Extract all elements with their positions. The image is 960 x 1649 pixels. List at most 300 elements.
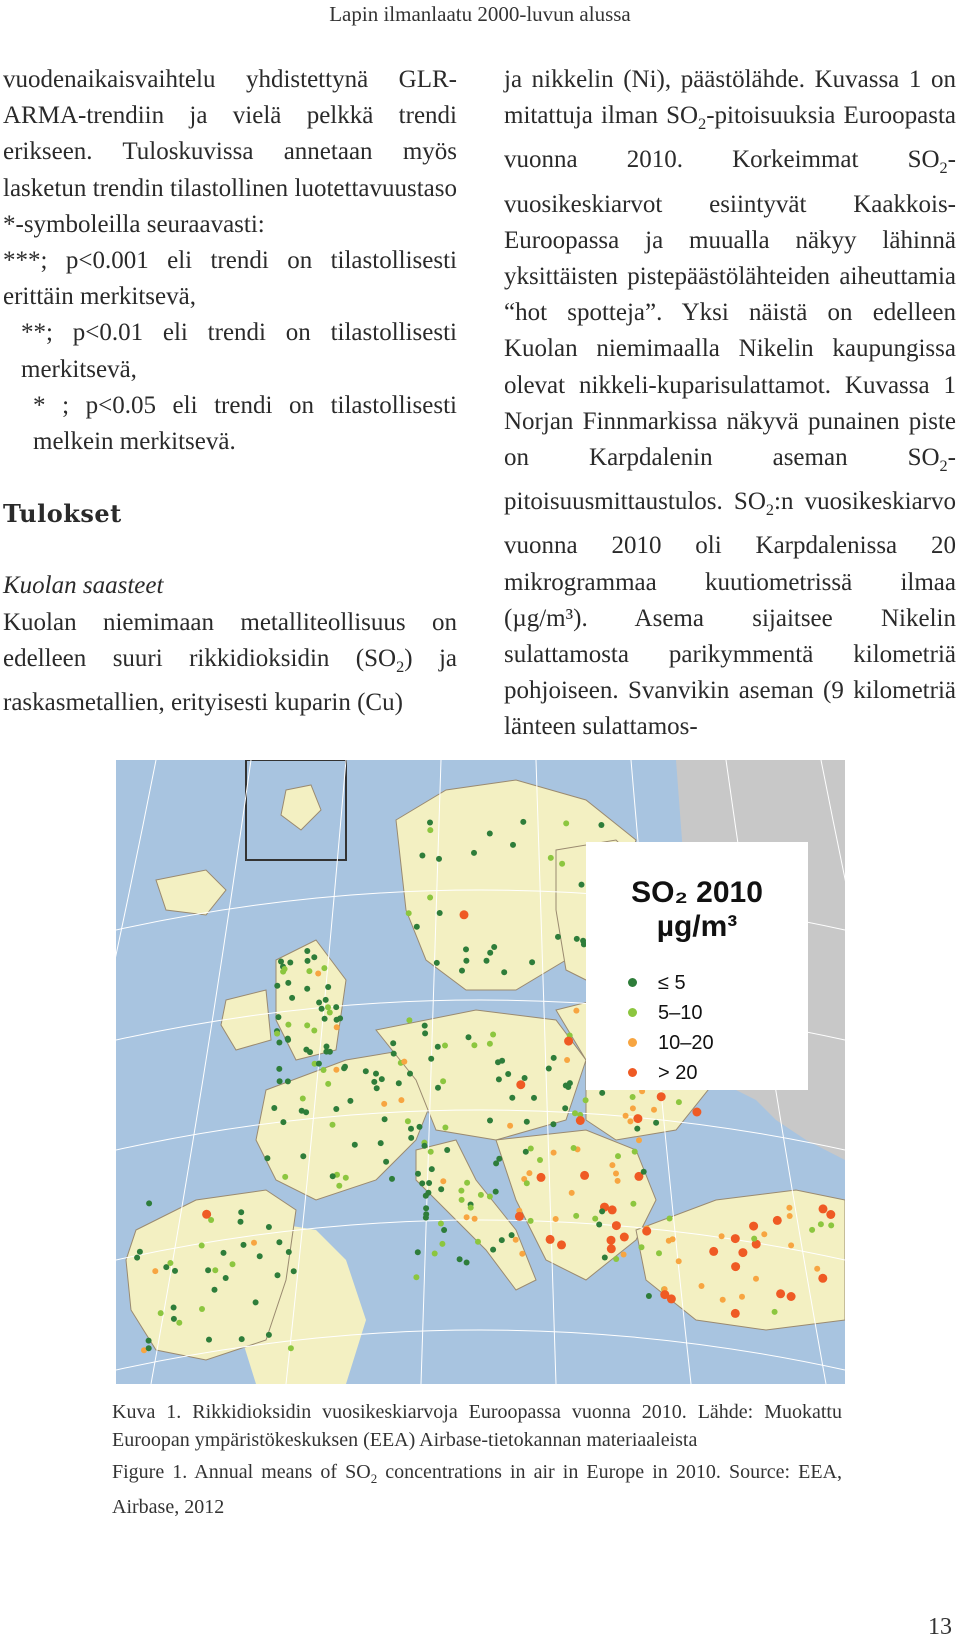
station-marker: [592, 1216, 598, 1222]
station-marker: [599, 1208, 605, 1214]
station-marker: [437, 910, 443, 916]
station-marker: [490, 1032, 496, 1038]
station-marker: [487, 950, 493, 956]
station-marker: [623, 1113, 629, 1119]
station-marker: [333, 1067, 339, 1073]
station-marker: [390, 1040, 396, 1046]
station-marker: [199, 1243, 205, 1249]
caption-english: Figure 1. Annual means of $SO_2$ concentrations in air in Europe in 2010. Source: EEA, Airbase, 2012: [112, 1461, 843, 1518]
station-marker: [442, 1125, 448, 1131]
station-marker: [323, 1049, 329, 1055]
station-marker: [537, 1157, 543, 1163]
station-marker: [158, 1310, 164, 1316]
station-marker: [311, 954, 317, 960]
station-marker: [528, 1146, 534, 1152]
station-marker: [621, 1252, 627, 1258]
station-marker: [315, 971, 321, 977]
legend-item-le5: ≤ 5: [658, 972, 686, 995]
station-marker: [471, 1042, 477, 1048]
station-marker: [264, 1155, 270, 1161]
station-marker: [442, 1043, 448, 1049]
station-marker: [415, 1249, 421, 1255]
station-marker: [419, 853, 425, 859]
station-marker: [496, 1076, 502, 1082]
station-marker: [438, 1186, 444, 1192]
station-marker: [334, 1024, 340, 1030]
station-marker: [660, 1290, 669, 1299]
station-marker: [562, 1105, 568, 1111]
station-marker: [731, 1309, 740, 1318]
station-marker: [620, 1233, 629, 1242]
station-marker: [720, 1297, 726, 1303]
station-marker: [607, 1244, 616, 1253]
station-marker: [324, 1044, 330, 1050]
station-marker: [459, 1197, 465, 1203]
station-marker: [509, 1232, 515, 1238]
station-marker: [241, 1242, 247, 1248]
station-marker: [576, 1116, 585, 1125]
station-marker: [630, 1105, 636, 1111]
station-marker: [396, 1080, 402, 1086]
station-marker: [636, 1137, 642, 1143]
station-marker: [761, 1231, 767, 1237]
station-marker: [787, 1292, 796, 1301]
station-marker: [277, 1078, 283, 1084]
station-marker: [692, 1108, 701, 1117]
station-marker: [440, 1078, 446, 1084]
station-marker: [176, 1320, 182, 1326]
station-marker: [287, 960, 293, 966]
station-marker: [555, 934, 561, 940]
station-marker: [630, 1201, 636, 1207]
station-marker: [441, 1227, 447, 1233]
station-marker: [639, 1244, 645, 1250]
station-marker: [458, 1188, 464, 1194]
station-marker: [282, 966, 288, 972]
station-marker: [487, 831, 493, 837]
station-marker: [719, 1233, 725, 1239]
legend-dot-icon: [628, 1008, 637, 1017]
station-marker: [282, 1174, 288, 1180]
station-marker: [457, 1256, 463, 1262]
station-marker: [440, 1178, 446, 1184]
europe-so2-map: [116, 760, 845, 1384]
station-marker: [567, 1080, 573, 1086]
station-marker: [427, 827, 433, 833]
station-marker: [528, 1218, 534, 1224]
station-marker: [417, 1124, 423, 1130]
station-marker: [221, 1250, 227, 1256]
station-marker: [613, 1256, 619, 1262]
station-marker: [330, 1122, 336, 1128]
station-marker: [427, 820, 433, 826]
station-marker: [382, 1116, 388, 1122]
station-marker: [630, 1094, 636, 1100]
station-marker: [818, 1274, 827, 1283]
station-marker: [751, 1236, 757, 1242]
station-marker: [311, 1028, 317, 1034]
station-marker: [814, 1266, 820, 1272]
station-marker: [389, 1176, 395, 1182]
station-marker: [401, 1059, 407, 1065]
station-marker: [548, 855, 554, 861]
station-marker: [422, 1030, 428, 1036]
station-marker: [428, 1149, 434, 1155]
station-marker: [676, 1099, 682, 1105]
station-marker: [300, 1153, 306, 1159]
station-marker: [487, 1194, 493, 1200]
station-marker: [493, 1189, 499, 1195]
legend-dot-icon: [628, 1068, 637, 1077]
station-marker: [487, 1041, 493, 1047]
station-marker: [656, 1250, 662, 1256]
station-marker: [415, 1171, 421, 1177]
significance-level-1: ***; p<0.001 eli trendi on tilastollisesti erittäin merkitsevä,: [3, 247, 457, 311]
station-marker: [285, 980, 291, 986]
station-marker: [524, 1119, 530, 1125]
map-legend: [586, 842, 808, 1090]
station-marker: [516, 1080, 525, 1089]
station-marker: [602, 1255, 608, 1261]
station-marker: [266, 1224, 272, 1230]
station-marker: [171, 1305, 177, 1311]
station-marker: [208, 1217, 214, 1223]
station-marker: [472, 1216, 478, 1222]
page-number: 13: [928, 1614, 952, 1640]
station-marker: [435, 1085, 441, 1091]
station-marker: [257, 1253, 263, 1259]
station-marker: [374, 1085, 380, 1091]
station-marker: [212, 1267, 218, 1273]
station-marker: [522, 1075, 528, 1081]
legend-title-pollutant: SO₂ 2010: [631, 876, 763, 909]
station-marker: [327, 1010, 333, 1016]
station-marker: [749, 1222, 758, 1231]
station-marker: [788, 1242, 794, 1248]
station-marker: [274, 1031, 280, 1037]
station-marker: [238, 1219, 244, 1225]
station-marker: [609, 1162, 615, 1168]
station-marker: [826, 1210, 835, 1219]
station-marker: [435, 1044, 441, 1050]
station-marker: [786, 1205, 792, 1211]
station-marker: [398, 1097, 404, 1103]
station-marker: [651, 1107, 657, 1113]
station-marker: [414, 924, 420, 930]
station-marker: [572, 1110, 578, 1116]
station-marker: [322, 1016, 328, 1022]
station-marker: [363, 1068, 369, 1074]
station-marker: [299, 1108, 305, 1114]
station-marker: [466, 1034, 472, 1040]
station-marker: [408, 1126, 414, 1132]
figure-caption: [112, 1398, 842, 1521]
station-marker: [571, 1145, 577, 1151]
station-marker: [491, 944, 497, 950]
station-marker: [271, 1105, 277, 1111]
station-marker: [464, 1180, 470, 1186]
station-marker: [199, 1306, 205, 1312]
station-marker: [599, 1090, 605, 1096]
station-marker: [253, 1299, 259, 1305]
station-marker: [134, 1255, 140, 1261]
station-marker: [321, 1067, 327, 1073]
station-marker: [634, 1126, 640, 1132]
station-marker: [285, 1078, 291, 1084]
station-marker: [275, 1272, 281, 1278]
station-marker: [422, 1023, 428, 1029]
station-marker: [641, 1169, 647, 1175]
station-marker: [373, 1071, 379, 1077]
station-marker: [676, 1258, 682, 1264]
station-marker: [608, 1205, 617, 1214]
station-marker: [753, 1276, 759, 1282]
station-marker: [275, 1014, 281, 1020]
legend-item-gt20: > 20: [658, 1062, 697, 1085]
station-marker: [280, 1119, 286, 1125]
station-marker: [405, 1118, 411, 1124]
station-marker: [406, 1017, 412, 1023]
station-marker: [773, 1216, 782, 1225]
station-marker: [423, 1205, 429, 1211]
caption-finnish: Kuva 1. Rikkidioksidin vuosikeskiarvoja Euroopassa vuonna 2010. Lähde: Muokattu Euroopan ympäristökeskuksen (EEA) Airbase-tietokannan materiaaleista: [112, 1401, 842, 1451]
station-marker: [615, 1178, 621, 1184]
station-marker: [731, 1234, 740, 1243]
station-marker: [559, 861, 565, 867]
station-marker: [475, 1239, 481, 1245]
station-marker: [436, 856, 442, 862]
station-marker: [330, 1173, 336, 1179]
station-marker: [463, 946, 469, 952]
station-marker: [828, 1222, 834, 1228]
station-marker: [573, 1008, 579, 1014]
station-marker: [478, 1192, 484, 1198]
station-marker: [333, 1106, 339, 1112]
station-marker: [510, 842, 516, 848]
station-marker: [429, 1166, 435, 1172]
station-marker: [146, 1338, 152, 1344]
station-marker: [546, 1235, 555, 1244]
station-marker: [285, 1037, 291, 1043]
station-marker: [598, 822, 604, 828]
station-marker: [407, 1071, 413, 1077]
station-marker: [738, 1248, 747, 1257]
station-marker: [422, 1143, 428, 1149]
station-marker: [408, 1135, 414, 1141]
station-marker: [564, 1057, 570, 1063]
station-marker: [146, 1200, 152, 1206]
station-marker: [487, 1118, 493, 1124]
legend-dot-icon: [628, 978, 637, 987]
station-marker: [379, 1076, 385, 1082]
station-marker: [505, 1071, 511, 1077]
legend-title: [586, 876, 808, 944]
kola-paragraph: Kuolan niemimaan metalliteollisuus on edelleen suuri rikkidioksidin $(SO_2)$ ja raskasmetallien, erityisesti kuparin (Cu): [3, 608, 457, 717]
station-marker: [490, 1247, 496, 1253]
station-marker: [709, 1247, 718, 1256]
station-marker: [471, 850, 477, 856]
station-marker: [137, 1249, 143, 1255]
station-marker: [537, 1173, 546, 1182]
station-marker: [285, 1022, 291, 1028]
station-marker: [276, 1040, 282, 1046]
station-marker: [787, 1213, 793, 1219]
station-marker: [612, 1221, 621, 1230]
station-marker: [171, 1316, 177, 1322]
station-marker: [509, 1095, 515, 1101]
station-marker: [167, 1260, 173, 1266]
station-marker: [152, 1268, 158, 1274]
running-header: Lapin ilmanlaatu 2000-luvun alussa: [329, 2, 631, 26]
station-marker: [323, 997, 329, 1003]
station-marker: [580, 1171, 589, 1180]
station-marker: [818, 1221, 824, 1227]
station-marker: [266, 1332, 272, 1338]
station-marker: [239, 1336, 245, 1342]
station-marker: [657, 1092, 666, 1101]
station-marker: [352, 1142, 358, 1148]
station-marker: [496, 1156, 502, 1162]
station-marker: [316, 1061, 322, 1067]
station-marker: [531, 1095, 537, 1101]
station-marker: [304, 948, 310, 954]
station-marker: [501, 969, 507, 975]
station-marker: [529, 959, 535, 965]
station-marker: [426, 1180, 432, 1186]
station-marker: [557, 1240, 566, 1249]
station-marker: [391, 1051, 397, 1057]
legend-dot-icon: [628, 1038, 637, 1047]
so2-paragraph: ja nikkelin (Ni), päästölähde. Kuvassa 1 on mitattuja ilman $SO_2$-pitoisuuksia Euroopasta vuonna 2010. Korkeimmat $SO_2$-vuosikeskiarvot esiintyvät Kaakkois-Euroopassa ja muualla näkyy lähinnä yksittäisten pistepäästölähteiden aiheuttamia “hot spotteja”. Yksi näistä on edelleen Kuolan niemimaalla Nikelin kaupungissa olevat nikkeli-kuparisulattamot. Kuvassa 1 Norjan Finnmarkissa näkyvä punainen piste on Karpdalenin aseman $SO_2$-pitoisuusmittaustulos. $SO_2:n$ vuosikeskiarvo vuonna 2010 oli Karpdalenissa 20 mikrogrammaa kuutiometrissä ilmaa (µg/m³). Asema sijaitsee Nikelin sulattamosta parikymmentä kilometriä pohjoiseen. Svanvikin aseman (9 kilometriä länteen sulattamos-: [504, 66, 956, 741]
station-marker: [569, 1190, 575, 1196]
station-marker: [223, 1275, 229, 1281]
station-marker: [325, 1081, 331, 1087]
station-marker: [772, 1309, 778, 1315]
station-marker: [550, 1121, 556, 1127]
station-marker: [325, 984, 331, 990]
station-marker: [316, 1000, 322, 1006]
station-marker: [438, 1221, 444, 1227]
legend-item-10-20: 10–20: [658, 1032, 714, 1055]
station-marker: [347, 1098, 353, 1104]
station-marker: [731, 1262, 740, 1271]
station-marker: [304, 986, 310, 992]
left-column: [3, 62, 457, 721]
station-marker: [146, 1345, 152, 1351]
station-marker: [319, 1006, 325, 1012]
station-marker: [627, 1118, 633, 1124]
station-marker: [230, 1261, 236, 1267]
station-marker: [499, 1237, 505, 1243]
station-marker: [300, 1096, 306, 1102]
station-marker: [206, 1337, 212, 1343]
station-marker: [739, 1294, 745, 1300]
station-marker: [646, 1293, 652, 1299]
station-marker: [289, 995, 295, 1001]
station-marker: [306, 968, 312, 974]
station-marker: [238, 1209, 244, 1215]
subsection-heading: Kuolan saasteet: [3, 572, 164, 600]
station-marker: [515, 1212, 524, 1221]
station-marker: [459, 968, 465, 974]
station-marker: [642, 1227, 651, 1236]
station-marker: [321, 965, 327, 971]
right-column: [504, 62, 956, 746]
station-marker: [371, 1079, 377, 1085]
station-marker: [325, 1004, 331, 1010]
legend-item-5-10: 5–10: [658, 1002, 703, 1025]
station-marker: [383, 1159, 389, 1165]
station-marker: [615, 1153, 621, 1159]
station-marker: [305, 958, 311, 964]
station-marker: [427, 895, 433, 901]
station-marker: [819, 1204, 828, 1213]
station-marker: [286, 1249, 292, 1255]
station-marker: [573, 1213, 579, 1219]
station-marker: [519, 1251, 525, 1257]
station-marker: [341, 1065, 347, 1071]
station-marker: [276, 1239, 282, 1245]
station-marker: [551, 1055, 557, 1061]
station-marker: [563, 820, 569, 826]
section-heading: Tulokset: [3, 499, 122, 529]
station-marker: [464, 1214, 470, 1220]
station-marker: [460, 910, 469, 919]
station-marker: [523, 1149, 529, 1155]
station-marker: [419, 1180, 425, 1186]
station-marker: [428, 1056, 434, 1062]
station-marker: [425, 1190, 431, 1196]
station-marker: [553, 1216, 559, 1222]
station-marker: [546, 1066, 552, 1072]
station-marker: [613, 1171, 619, 1177]
station-marker: [463, 958, 469, 964]
station-marker: [336, 1183, 342, 1189]
station-marker: [579, 882, 585, 888]
station-marker: [633, 1114, 642, 1123]
station-marker: [564, 1037, 573, 1046]
station-marker: [607, 1236, 616, 1245]
station-marker: [343, 1175, 349, 1181]
station-marker: [468, 1205, 474, 1211]
station-marker: [699, 1283, 705, 1289]
station-marker: [520, 819, 526, 825]
station-marker: [670, 1236, 676, 1242]
significance-level-3: * ; p<0.05 eli trendi on tilastollisesti melkein merkitsevä.: [33, 391, 457, 456]
station-marker: [378, 1140, 384, 1146]
station-marker: [172, 1268, 178, 1274]
station-marker: [776, 1289, 785, 1298]
station-marker: [583, 1097, 589, 1103]
station-marker: [632, 1149, 638, 1155]
station-marker: [513, 1237, 519, 1243]
station-marker: [432, 1251, 438, 1257]
station-marker: [413, 1274, 419, 1280]
intro-paragraph: vuodenaikaisvaihtelu yhdistettynä GLR-ARMA-trendiin ja vielä pelkkä trendi erikseen. Tuloskuvissa annetaan myös lasketun trendin tilastollinen luotettavuustaso *-symboleilla seuraavasti:: [3, 66, 457, 238]
station-marker: [288, 1345, 294, 1351]
station-marker: [653, 1120, 659, 1126]
station-marker: [444, 1147, 450, 1153]
station-marker: [212, 1287, 218, 1293]
station-marker: [596, 1222, 602, 1228]
station-marker: [423, 1211, 429, 1217]
station-marker: [251, 1240, 257, 1246]
station-marker: [524, 1180, 530, 1186]
station-marker: [499, 1058, 505, 1064]
station-marker: [274, 983, 280, 989]
legend-title-unit: µg/m³: [656, 910, 738, 943]
station-marker: [205, 1267, 211, 1273]
